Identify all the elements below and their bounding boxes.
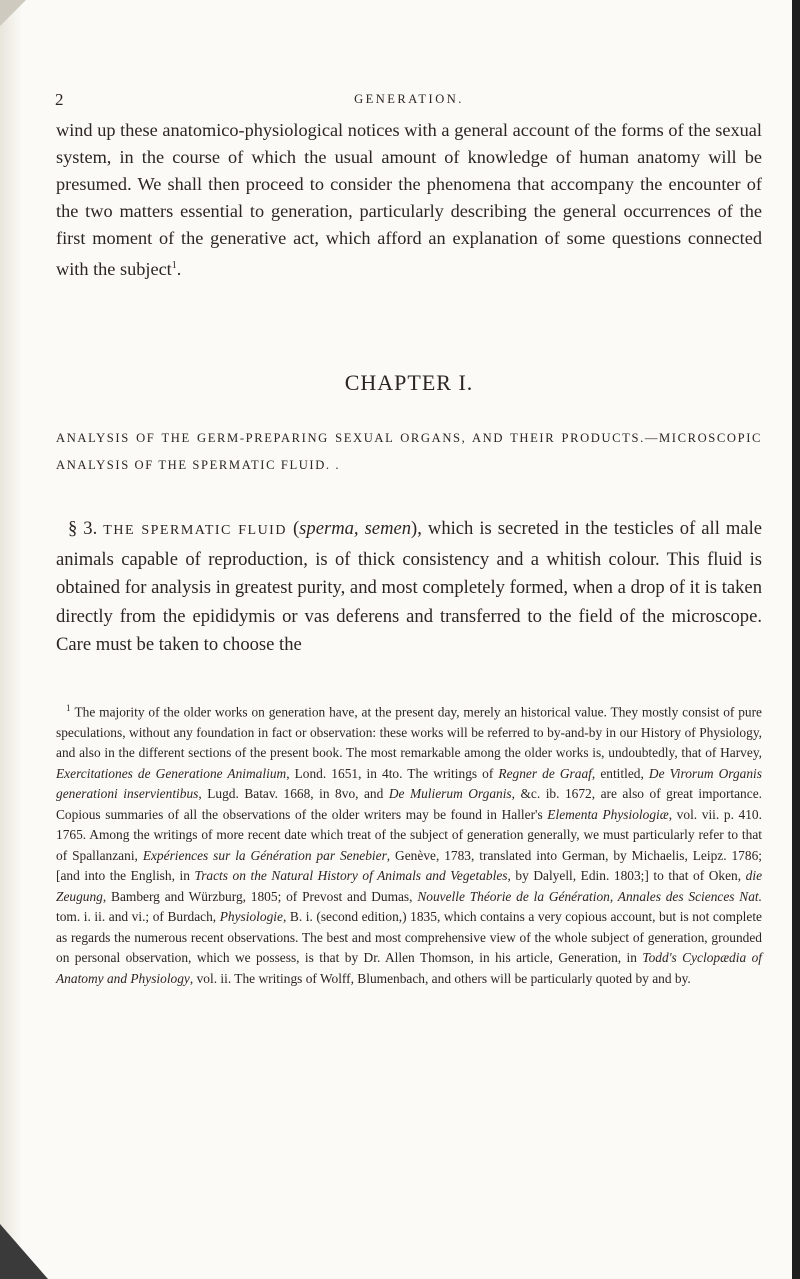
- footnote-text: , B. i. (second edition,) 1835, which contains a very copious account, but is not complete as regards the numerous recent observations. The best and most comprehensive view of the whole subject of generation, grounded on personal observation, which we possess, is that by Dr. Allen Thomson, in his article, Generation, in: [56, 909, 762, 966]
- chapter-title: CHAPTER I.: [344, 370, 474, 395]
- footnote-text: , by Dalyell, Edin. 1803;] to that of Oken,: [507, 868, 746, 884]
- section-heading: THE SPERMATIC FLUID: [103, 523, 287, 538]
- section-number: § 3.: [68, 518, 98, 539]
- section-paren-close: ),: [411, 518, 428, 539]
- citation-title: Todd's Cyclopædia of Anatomy and Physiology: [56, 950, 762, 986]
- citation-title: Expériences sur la Génération par Senebier: [142, 847, 387, 863]
- section-text: which is secreted in the testicles of all male animals capable of reproduction, is of thick consistency and a whitish colour. This fluid is obtained for analysis in greatest purity, and most completely formed, when a drop of it is taken directly from the epididymis or vas deferens and transferred to the field of the microscope. Care must be taken to choose the: [56, 518, 763, 655]
- footnote-text: , entitled,: [591, 765, 649, 781]
- citation-title: Tracts on the Natural History of Animals and Vegetables: [194, 868, 508, 884]
- footnote-mark: 1: [66, 703, 71, 713]
- section-latin-term: sperma, semen: [299, 518, 412, 539]
- footnote-text: tom. i. ii. and vi.; of Burdach,: [56, 909, 220, 925]
- footnote-text: , vol. ii. The writings of Wolff, Blumenbach, and others will be particularly quoted by and by.: [189, 970, 691, 986]
- citation-title: Elementa Physiologiæ: [547, 806, 669, 822]
- intro-paragraph: [56, 117, 762, 283]
- scan-corner-mark: [0, 1224, 48, 1279]
- citation-title: Exercitationes de Generatione Animalium: [56, 765, 287, 781]
- running-head: [55, 90, 763, 114]
- citation-title: Physiologie: [219, 909, 283, 925]
- footnote-text: , Lugd. Batav. 1668, in 8vo, and: [198, 786, 389, 802]
- citation-title: De Virorum Organis generationi inservientibus: [56, 765, 762, 802]
- chapter-summary: ANALYSIS OF THE GERM-PREPARING SEXUAL ORGANS, AND THEIR PRODUCTS.—MICROSCOPIC ANALYSIS OF THE SPERMATIC FLUID. .: [56, 431, 762, 472]
- citation-title: die Zeugung: [56, 868, 763, 904]
- footnote-text: , Lond. 1651, in 4to. The writings of: [286, 765, 499, 781]
- footnote-reference[interactable]: 1: [171, 260, 177, 271]
- section-paren-open: (: [286, 518, 300, 539]
- page-number: 2: [55, 90, 64, 109]
- footnote-text: , Genève, 1783, translated into German, by Michaelis, Leipz. 1786; [and into the English, in: [56, 847, 762, 884]
- page-gutter-shadow: [0, 0, 22, 1279]
- footnote: [56, 698, 762, 989]
- footnote-text: , Bamberg and Würzburg, 1805; of Prevost and Dumas,: [102, 888, 418, 904]
- section-paragraph: [56, 515, 762, 660]
- page-corner-fold: [0, 0, 26, 26]
- citation-author: Regner de Graaf: [498, 765, 592, 781]
- footnote-text: The majority of the older works on generation have, at the present day, merely an historical value. They mostly consist of pure speculations, without any foundation in fact or observation: these works will be referred to by-and-by in our History of Physiology, and also in the different sections of the present book. The most remarkable among the older works is, undoubtedly, that of Harvey,: [56, 704, 762, 761]
- citation-title: De Mulierum Organis: [388, 786, 512, 802]
- intro-text: wind up these anatomico-physiological notices with a general account of the forms of the sexual system, in the course of which the usual amount of knowledge of human anatomy will be presumed. We shall then proceed to consider the phenomena that accompany the encounter of the two matters essential to generation, particularly describing the general occurrences of the first moment of the generative act, which afford an explanation of some questions connected with the subject: [56, 120, 762, 280]
- citation-title: Nouvelle Théorie de la Génération, Annales des Sciences Nat.: [417, 888, 762, 904]
- intro-text-end: .: [176, 259, 182, 280]
- footnote-text: , vol. vii. p. 410. 1765. Among the writings of more recent date which treat of the subject of generation generally, we must particularly refer to that of Spallanzani,: [56, 806, 762, 863]
- running-head-title: GENERATION.: [354, 92, 464, 106]
- scan-edge: [792, 0, 800, 1279]
- footnote-text: , &c. ib. 1672, are also of great importance. Copious summaries of all the observations of the older writers may be found in Haller's: [56, 786, 762, 822]
